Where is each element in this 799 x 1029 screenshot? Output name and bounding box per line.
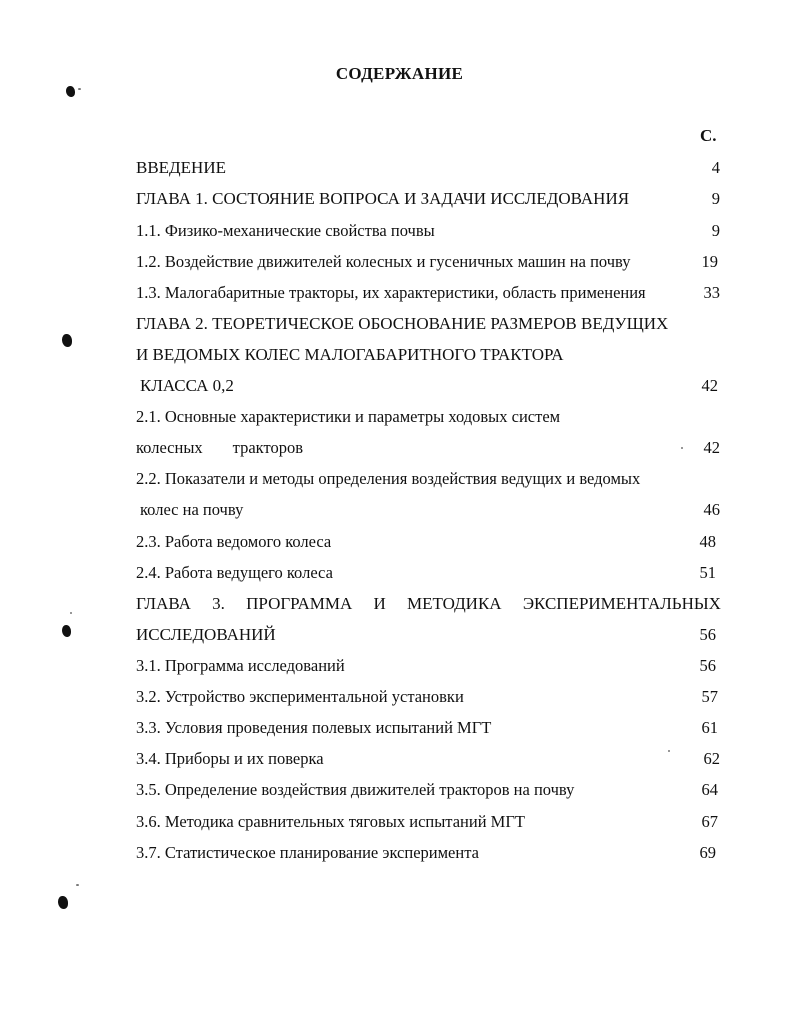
- toc-page-number: 67: [701, 812, 718, 831]
- toc-page-number: 48: [699, 532, 716, 551]
- toc-entry-section-3-7: 3.7. Статистическое планирование эксперимента: [136, 843, 479, 862]
- toc-page-number: 56: [699, 625, 716, 644]
- toc-entry-section-3-1: 3.1. Программа исследований: [136, 656, 345, 675]
- toc-word: МЕТОДИКА: [406, 594, 502, 613]
- scan-speck: [76, 884, 79, 886]
- page-column-header: С.: [700, 126, 717, 145]
- toc-word: ПРОГРАММА: [246, 594, 353, 613]
- toc-entry-section-3-6: 3.6. Методика сравнительных тяговых испытаний МГТ: [136, 812, 525, 831]
- toc-entry-introduction: ВВЕДЕНИЕ: [136, 158, 226, 177]
- page-title: СОДЕРЖАНИЕ: [335, 64, 464, 83]
- toc-page-number: 9: [711, 221, 720, 240]
- scan-speck: [668, 750, 670, 752]
- toc-entry-chapter-2: ГЛАВА 2. ТЕОРЕТИЧЕСКОЕ ОБОСНОВАНИЕ РАЗМЕРОВ ВЕДУЩИХ: [136, 314, 669, 333]
- toc-entry-section-2-2: 2.2. Показатели и методы определения воздействия ведущих и ведомых: [136, 469, 641, 488]
- toc-entry-section-2-2-cont: колес на почву: [140, 500, 244, 519]
- toc-page-number: 42: [703, 438, 720, 457]
- toc-entry-section-2-1-cont: [136, 438, 303, 458]
- scan-speck: [681, 447, 683, 449]
- toc-entry-section-3-5: 3.5. Определение воздействия движителей тракторов на почву: [136, 780, 575, 799]
- toc-entry-section-1-3: 1.3. Малогабаритные тракторы, их характеристики, область применения: [136, 283, 646, 302]
- toc-entry-chapter-2-cont: И ВЕДОМЫХ КОЛЕС МАЛОГАБАРИТНОГО ТРАКТОРА: [136, 345, 564, 364]
- toc-page-number: 64: [701, 780, 718, 799]
- scan-speck: [70, 612, 72, 614]
- toc-page-number: 61: [701, 718, 718, 737]
- toc-entry-section-2-3: 2.3. Работа ведомого колеса: [136, 532, 332, 551]
- toc-entry-section-1-1: 1.1. Физико-механические свойства почвы: [136, 221, 435, 240]
- toc-word: тракторов: [232, 438, 303, 457]
- scan-blot: [58, 896, 68, 909]
- toc-page-number: 42: [701, 376, 718, 395]
- toc-page-number: 46: [703, 500, 720, 519]
- toc-entry-section-1-2: 1.2. Воздействие движителей колесных и гусеничных машин на почву: [136, 252, 631, 271]
- toc-word: ГЛАВА: [136, 594, 191, 613]
- toc-entry-section-3-2: 3.2. Устройство экспериментальной установки: [136, 687, 464, 706]
- toc-page-number: 56: [699, 656, 716, 675]
- toc-page-number: 69: [699, 843, 716, 862]
- toc-entry-section-3-3: 3.3. Условия проведения полевых испытаний МГТ: [136, 718, 492, 737]
- toc-entry-section-2-1: 2.1. Основные характеристики и параметры ходовых систем: [136, 407, 561, 426]
- scan-speck: [78, 88, 81, 90]
- toc-entry-section-2-4: 2.4. Работа ведущего колеса: [136, 563, 333, 582]
- toc-page-number: 33: [703, 283, 720, 302]
- toc-entry-chapter-2-cont: КЛАССА 0,2: [140, 376, 234, 395]
- toc-page-number: 57: [701, 687, 718, 706]
- toc-page-number: 4: [711, 158, 720, 177]
- toc-entry-section-3-4: 3.4. Приборы и их поверка: [136, 749, 324, 768]
- toc-entry-chapter-3: [136, 594, 721, 614]
- toc-page-number: 9: [711, 189, 720, 208]
- toc-page-number: 51: [699, 563, 716, 582]
- toc-entry-chapter-1: ГЛАВА 1. СОСТОЯНИЕ ВОПРОСА И ЗАДАЧИ ИССЛЕДОВАНИЯ: [136, 189, 630, 208]
- scan-blot: [62, 625, 71, 637]
- toc-word: 3.: [212, 594, 225, 613]
- toc-word: И: [373, 594, 386, 613]
- toc-word: колесных: [136, 438, 203, 457]
- toc-word: ЭКСПЕРИМЕНТАЛЬНЫХ: [522, 594, 721, 613]
- scan-blot: [66, 86, 75, 97]
- toc-page-number: 19: [701, 252, 718, 271]
- scan-blot: [62, 334, 72, 347]
- toc-entry-chapter-3-cont: ИССЛЕДОВАНИЙ: [136, 625, 276, 644]
- toc-page-number: 62: [703, 749, 720, 768]
